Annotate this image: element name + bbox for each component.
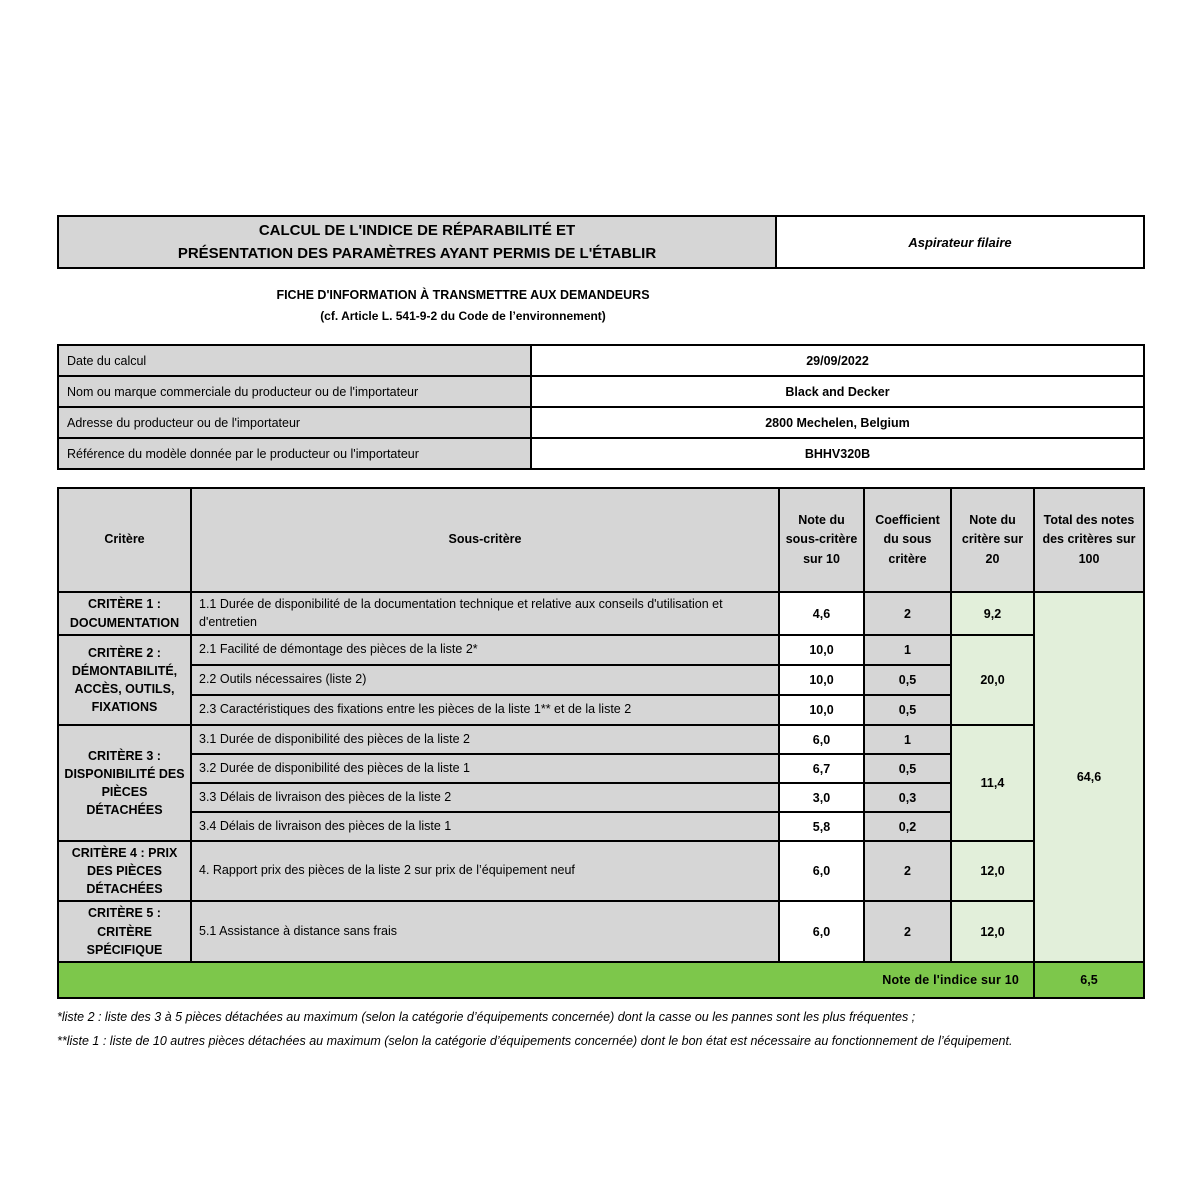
index-value: 6,5 (1034, 962, 1144, 998)
criterion-4-cell: CRITÈRE 4 : PRIX DES PIÈCES DÉTACHÉES (58, 841, 191, 901)
note10-cell: 3,0 (779, 783, 864, 812)
table-row (58, 635, 1144, 665)
table-row (58, 345, 1144, 376)
criterion-5-cell: CRITÈRE 5 : CRITÈRE SPÉCIFIQUE (58, 901, 191, 961)
coefficient-cell: 0,5 (864, 695, 951, 725)
note10-cell: 6,0 (779, 841, 864, 901)
banner-row (58, 216, 1144, 268)
footnote-liste1: **liste 1 : liste de 10 autres pièces détachées au maximum (selon la catégorie d’équipements concernée) dont le bon état est nécessaire au fonctionnement de l’équipement. (57, 1034, 1013, 1049)
criterion-1-cell: CRITÈRE 1 : DOCUMENTATION (58, 592, 191, 635)
note20-criterion-2-cell: 20,0 (951, 635, 1034, 725)
table-row (58, 901, 1144, 961)
subcriterion-cell: 2.2 Outils nécessaires (liste 2) (191, 665, 779, 695)
coefficient-cell: 0,5 (864, 754, 951, 783)
table-row (58, 438, 1144, 469)
info-label-model-reference: Référence du modèle donnée par le producteur ou l'importateur (58, 438, 531, 469)
note10-cell: 6,0 (779, 901, 864, 961)
criteria-table (57, 487, 1145, 999)
coefficient-cell: 1 (864, 725, 951, 754)
info-label-producer-address: Adresse du producteur ou de l'importateur (58, 407, 531, 438)
subcriterion-cell: 5.1 Assistance à distance sans frais (191, 901, 779, 961)
subtitle-line1: FICHE D'INFORMATION À TRANSMETTRE AUX DEMANDEURS (276, 288, 650, 302)
info-value-date: 29/09/2022 (531, 345, 1144, 376)
note20-criterion-1-cell: 9,2 (951, 592, 1034, 635)
table-row (58, 592, 1144, 635)
index-result-row (58, 962, 1144, 998)
coefficient-cell: 2 (864, 841, 951, 901)
note10-cell: 10,0 (779, 695, 864, 725)
criteria-header-row (58, 488, 1144, 592)
note10-cell: 6,0 (779, 725, 864, 754)
producer-info-table (57, 344, 1145, 470)
document-content (57, 215, 1143, 1052)
coefficient-cell: 0,3 (864, 783, 951, 812)
subtitle-line2: (cf. Article L. 541-9-2 du Code de l’environnement) (320, 309, 606, 323)
subcriterion-cell: 3.2 Durée de disponibilité des pièces de la liste 1 (191, 754, 779, 783)
subtitle-block (57, 288, 869, 323)
note20-criterion-5-cell: 12,0 (951, 901, 1034, 961)
info-label-producer-name: Nom ou marque commerciale du producteur ou de l'importateur (58, 376, 531, 407)
total100-cell: 64,6 (1034, 592, 1144, 962)
subcriterion-cell: 3.1 Durée de disponibilité des pièces de la liste 2 (191, 725, 779, 754)
header-note20: Note du critère sur 20 (951, 488, 1034, 592)
document-title-line1: CALCUL DE L'INDICE DE RÉPARABILITÉ ET (258, 221, 576, 239)
coefficient-cell: 1 (864, 635, 951, 665)
header-criterion: Critère (58, 488, 191, 592)
coefficient-cell: 0,5 (864, 665, 951, 695)
document-title (58, 216, 776, 268)
table-row (58, 407, 1144, 438)
note20-criterion-4-cell: 12,0 (951, 841, 1034, 901)
subcriterion-cell: 2.1 Facilité de démontage des pièces de la liste 2* (191, 635, 779, 665)
table-row (58, 376, 1144, 407)
note10-cell: 10,0 (779, 635, 864, 665)
info-value-producer-name: Black and Decker (531, 376, 1144, 407)
note20-criterion-3-cell: 11,4 (951, 725, 1034, 841)
product-category: Aspirateur filaire (776, 216, 1144, 268)
info-label-date: Date du calcul (58, 345, 531, 376)
table-row (58, 841, 1144, 901)
info-value-model-reference: BHHV320B (531, 438, 1144, 469)
document-title-line2: PRÉSENTATION DES PARAMÈTRES AYANT PERMIS DE L'ÉTABLIR (177, 245, 657, 262)
info-value-producer-address: 2800 Mechelen, Belgium (531, 407, 1144, 438)
criterion-2-cell: CRITÈRE 2 : DÉMONTABILITÉ, ACCÈS, OUTILS, FIXATIONS (58, 635, 191, 725)
subcriterion-cell: 2.3 Caractéristiques des fixations entre les pièces de la liste 1** et de la liste 2 (191, 695, 779, 725)
footnotes (57, 1008, 1143, 1052)
coefficient-cell: 2 (864, 901, 951, 961)
note10-cell: 4,6 (779, 592, 864, 635)
table-row (58, 725, 1144, 754)
subcriterion-cell: 1.1 Durée de disponibilité de la documentation technique et relative aux conseils d'utilisation et d'entretien (191, 592, 779, 635)
note10-cell: 6,7 (779, 754, 864, 783)
criterion-3-cell: CRITÈRE 3 : DISPONIBILITÉ DES PIÈCES DÉTACHÉES (58, 725, 191, 841)
subcriterion-cell: 3.4 Délais de livraison des pièces de la liste 1 (191, 812, 779, 841)
subcriterion-cell: 4. Rapport prix des pièces de la liste 2 sur prix de l’équipement neuf (191, 841, 779, 901)
index-label: Note de l'indice sur 10 (58, 962, 1034, 998)
header-note10: Note du sous-critère sur 10 (779, 488, 864, 592)
note10-cell: 10,0 (779, 665, 864, 695)
subcriterion-cell: 3.3 Délais de livraison des pièces de la liste 2 (191, 783, 779, 812)
note10-cell: 5,8 (779, 812, 864, 841)
header-subcriterion: Sous-critère (191, 488, 779, 592)
header-coefficient: Coefficient du sous critère (864, 488, 951, 592)
banner-table (57, 215, 1145, 269)
coefficient-cell: 2 (864, 592, 951, 635)
coefficient-cell: 0,2 (864, 812, 951, 841)
footnote-liste2: *liste 2 : liste des 3 à 5 pièces détachées au maximum (selon la catégorie d’équipements concernée) dont la casse ou les pannes sont les plus fréquentes ; (57, 1009, 916, 1024)
header-total100: Total des notes des critères sur 100 (1034, 488, 1144, 592)
